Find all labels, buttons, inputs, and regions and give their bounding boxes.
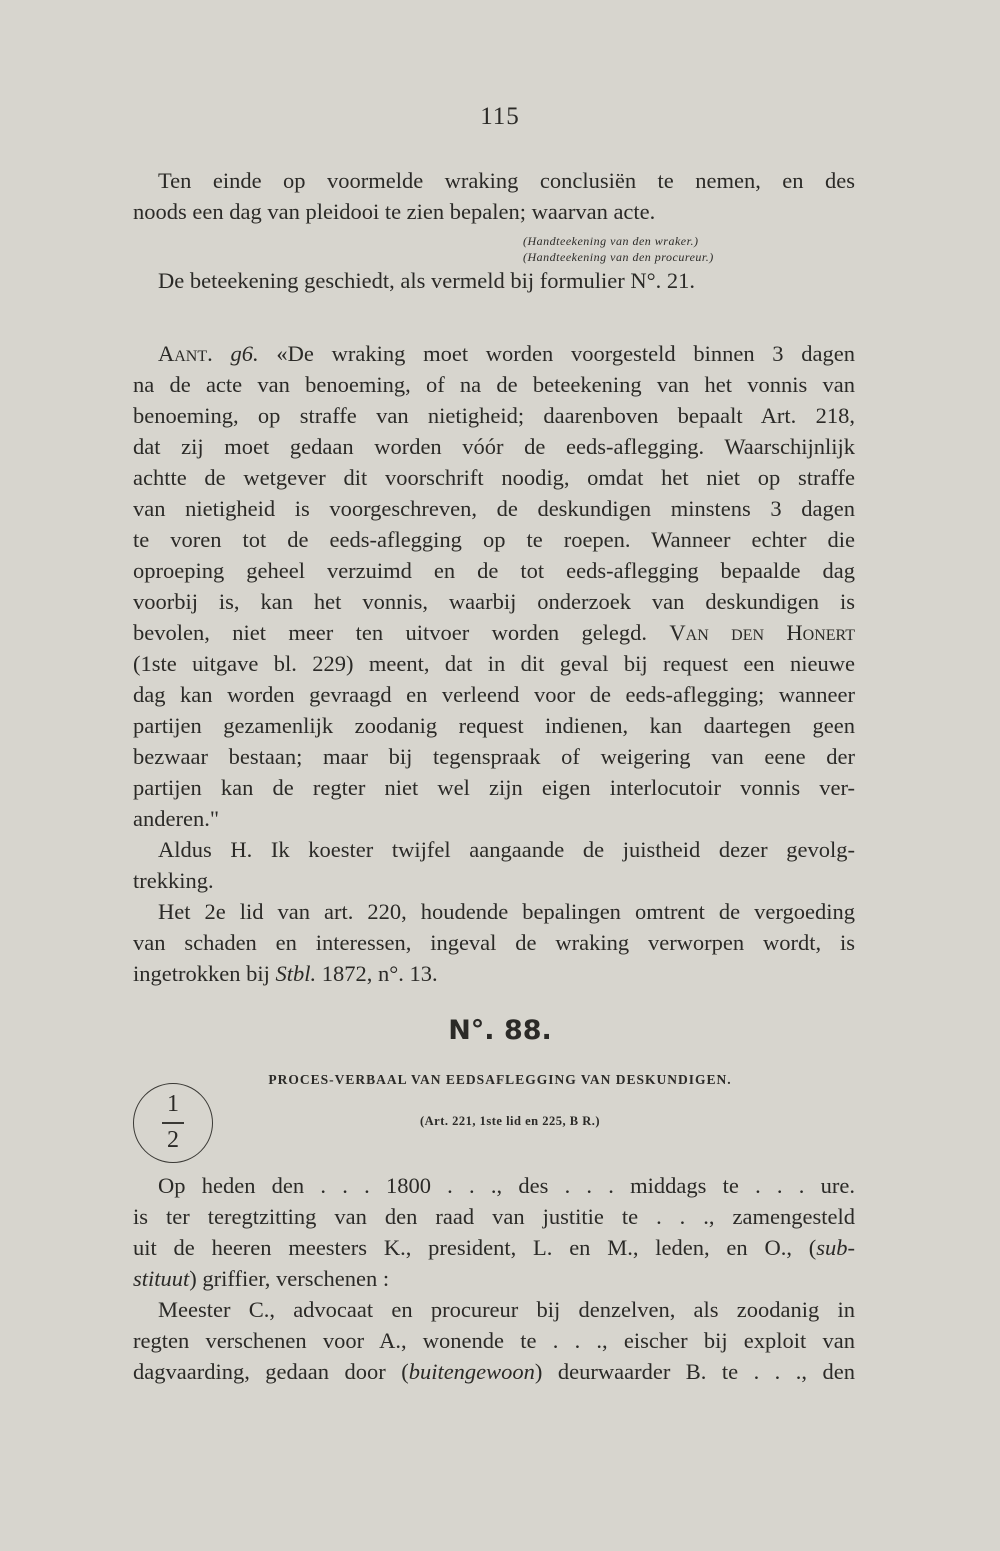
honert-line: [133, 617, 855, 648]
text-line: voorbij is, kan het vonnis, waarbij onderzoek van deskundigen is: [133, 589, 855, 614]
fraction-stamp: [133, 1083, 213, 1163]
text-line: [133, 1263, 855, 1294]
author-name: Van den Honert: [669, 620, 856, 645]
italic-span: stituut: [133, 1266, 190, 1291]
text-line: trekking.: [133, 868, 214, 893]
form-number: N°. 88.: [448, 1015, 552, 1046]
text-span: dagvaarding, gedaan door (: [133, 1359, 409, 1384]
text-line: [133, 1356, 855, 1387]
text-line: benoeming, op straffe van nietigheid; daarenboven bepaalt Art. 218,: [133, 403, 855, 428]
fraction-numerator: 1: [167, 1091, 179, 1117]
text-span: ) griffier, verschenen :: [189, 1266, 390, 1291]
annotation-note: [133, 338, 855, 989]
form-title: PROCES-VERBAAL VAN EEDSAFLEGGING VAN DESKUNDIGEN.: [268, 1072, 732, 1087]
text-line: Meester C., advocaat en procureur bij denzelven, als zoodanig in: [158, 1297, 855, 1322]
text-line: bezwaar bestaan; maar bij tegenspraak of weigering van eene der: [133, 744, 855, 769]
text-line: (1ste uitgave bl. 229) meent, dat in dit geval bij request een nieuwe: [133, 651, 855, 676]
text-line: noods een dag van pleidooi te zien bepalen; waarvan acte.: [133, 199, 656, 224]
stbl-line: [133, 958, 855, 989]
text-line: partijen kan de regter niet wel zijn eigen interlocutoir vonnis ver-: [133, 775, 855, 800]
note-text: «De wraking moet worden voorgesteld binnen 3 dagen: [276, 341, 856, 366]
form-body: [133, 1170, 855, 1387]
text-line: Op heden den . . . 1800 . . ., des . . . middags te . . . ure.: [158, 1173, 855, 1198]
signature-procureur: (Handteekening van den procureur.): [523, 250, 714, 264]
service-line: De beteekening geschiedt, als vermeld bij formulier N°. 21.: [158, 268, 695, 293]
italic-span: buitengewoon: [408, 1359, 535, 1384]
text-line: Aldus H. Ik koester twijfel aangaande de juistheid dezer gevolg-: [158, 837, 855, 862]
text-span: bevolen, niet meer ten uitvoer worden gelegd.: [133, 620, 648, 645]
text-line: achtte de wetgever dit voorschrift noodig, omdat het niet op straffe: [133, 465, 855, 490]
text-span: 1872, n°. 13.: [321, 961, 438, 986]
text-line: dat zij moet gedaan worden vóór de eeds-aflegging. Waarschijnlijk: [133, 434, 855, 459]
text-line: Het 2e lid van art. 220, houdende bepalingen omtrent de vergoeding: [158, 899, 855, 924]
text-line: te voren tot de eeds-aflegging op te roepen. Wanneer echter die: [133, 527, 855, 552]
text-line: na de acte van benoeming, of na de beteekening van het vonnis van: [133, 372, 855, 397]
text-span: uit de heeren meesters K., president, L. en M., leden, en O., (: [133, 1235, 817, 1260]
note-ref: g6.: [230, 341, 259, 366]
text-line: is ter teregtzitting van den raad van justitie te . . ., zamengesteld: [133, 1204, 855, 1229]
signature-wraker: (Handteekening van den wraker.): [523, 234, 699, 248]
note-label: Aant.: [158, 341, 213, 366]
text-span: ) deurwaarder B. te . . ., den: [534, 1359, 855, 1384]
text-span: ingetrokken bij: [133, 961, 270, 986]
stbl-abbrev: Stbl.: [275, 961, 317, 986]
text-line: regten verschenen voor A., wonende te . . ., eischer bij exploit van: [133, 1328, 855, 1353]
text-line: van nietigheid is voorgeschreven, de deskundigen minstens 3 dagen: [133, 496, 855, 521]
text-line: oproeping geheel verzuimd en de tot eeds-aflegging bepaalde dag: [133, 558, 855, 583]
page-number: 115: [480, 103, 520, 130]
text-line: [133, 1232, 855, 1263]
opening-paragraph: [133, 165, 855, 296]
fraction-bar: [162, 1122, 184, 1124]
fraction-denominator: 2: [167, 1127, 179, 1153]
text-line: Ten einde op voormelde wraking conclusiën te nemen, en des: [158, 168, 855, 193]
form-reference: (Art. 221, 1ste lid en 225, B R.): [419, 1114, 601, 1128]
text-line: anderen.": [133, 806, 220, 831]
italic-span: sub-: [816, 1235, 855, 1260]
note-first-line: [133, 338, 855, 369]
text-line: partijen gezamenlijk zoodanig request indienen, kan daartegen geen: [133, 713, 855, 738]
text-line: van schaden en interessen, ingeval de wraking verworpen wordt, is: [133, 930, 855, 955]
text-line: dag kan worden gevraagd en verleend voor de eeds-aflegging; wanneer: [133, 682, 855, 707]
